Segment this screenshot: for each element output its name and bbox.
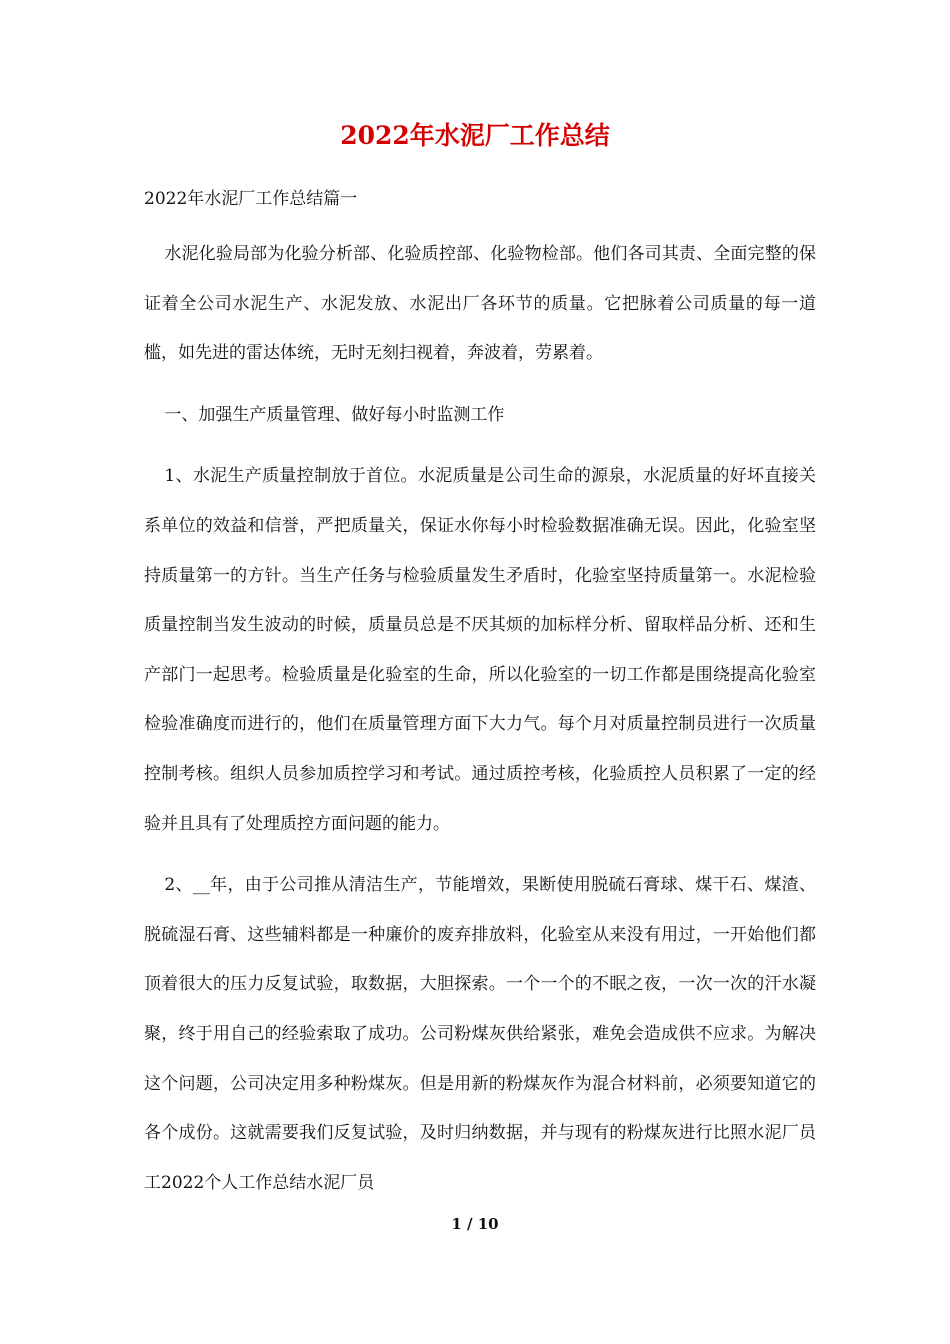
paragraph-item-2: 2、__年，由于公司推从清洁生产，节能增效，果断使用脱硫石膏球、煤干石、煤渣、脱硫湿石膏、这些辅料都是一种廉价的废弃排放料，化验室从来没有用过，一开始他们都顶着很大的压力反复试验，取数据，大胆探索。一个一个的不眠之夜，一次一次的汗水凝聚，终于用自己的经验索取了成功。公司粉煤灰供给紧张，难免会造成供不应求。为解决这个问题，公司决定用多种粉煤灰。但是用新的粉煤灰作为混合材料前，必须要知道它的各个成份。这就需要我们反复试验，及时归纳数据，并与现有的粉煤灰进行比照水泥厂员工2022个人工作总结水泥厂员 [144, 875, 816, 1193]
section-heading: 一、加强生产质量管理、做好每小时监测工作 [164, 404, 505, 425]
page-number: 1 / 10 [451, 1215, 499, 1233]
document-body [144, 180, 816, 1208]
paragraph-intro: 水泥化验局部为化验分析部、化验质控部、化验物检部。他们各司其责、全面完整的保证着全公司水泥生产、水泥发放、水泥出厂各环节的质量。它把脉着公司质量的每一道槛，如先进的雷达体统，无时无刻扫视着，奔波着，劳累着。 [144, 244, 816, 364]
section-subtitle: 2022年水泥厂工作总结篇一 [144, 189, 358, 209]
document-title: 2022年水泥厂工作总结 [340, 121, 610, 150]
paragraph-item-1: 1、水泥生产质量控制放于首位。水泥质量是公司生命的源泉，水泥质量的好坏直接关系单位的效益和信誉，严把质量关，保证水你每小时检验数据准确无误。因此，化验室坚持质量第一的方针。当生产任务与检验质量发生矛盾时，化验室坚持质量第一。水泥检验质量控制当发生波动的时候，质量员总是不厌其烦的加标样分析、留取样品分析、还和生产部门一起思考。检验质量是化验室的生命，所以化验室的一切工作都是围绕提高化验室检验准确度而进行的，他们在质量管理方面下大力气。每个月对质量控制员进行一次质量控制考核。组织人员参加质控学习和考试。通过质控考核，化验质控人员积累了一定的经验并且具有了处理质控方面问题的能力。 [144, 466, 816, 834]
